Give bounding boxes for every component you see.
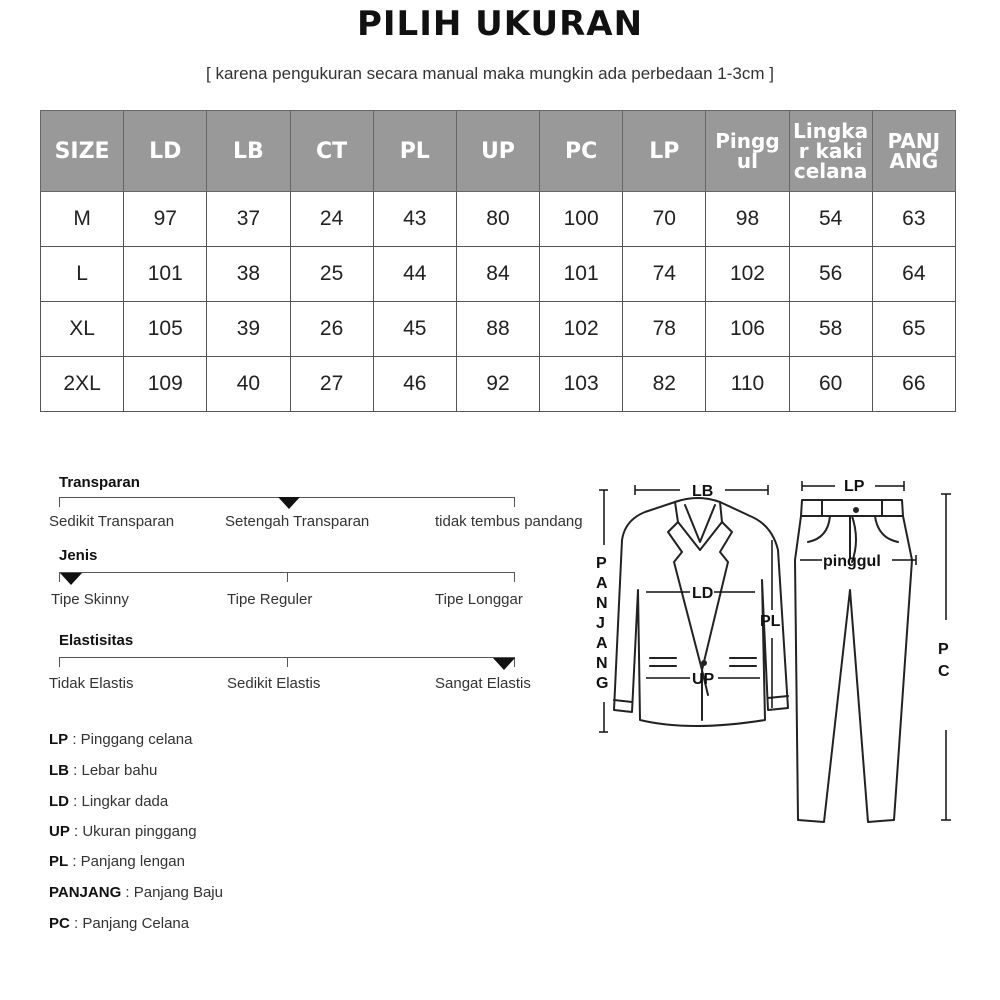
legend-desc: : Panjang lengan bbox=[68, 853, 185, 870]
table-row bbox=[41, 302, 956, 357]
label-ld: LD bbox=[692, 585, 714, 602]
scale-label: Tidak Elastis bbox=[49, 675, 134, 692]
scale-marker bbox=[278, 497, 300, 509]
measurement-cell: 66 bbox=[872, 357, 955, 412]
scale-tick bbox=[59, 657, 60, 667]
legend-item-pl bbox=[49, 853, 185, 870]
legend-key: LB bbox=[49, 762, 69, 779]
scale-title: Elastisitas bbox=[59, 632, 134, 649]
scale-label: Setengah Transparan bbox=[225, 513, 370, 530]
measurement-cell: 88 bbox=[456, 302, 539, 357]
scale-elastisitas bbox=[0, 630, 620, 710]
table-header-cell: SIZE bbox=[41, 111, 124, 192]
measurement-cell: 106 bbox=[706, 302, 789, 357]
measurement-cell: 82 bbox=[623, 357, 706, 412]
legend-key: PC bbox=[49, 915, 70, 932]
measurement-cell: 74 bbox=[623, 247, 706, 302]
label-panjang-letter: N bbox=[596, 595, 608, 612]
scale-tick bbox=[59, 497, 60, 507]
measurement-cell: 101 bbox=[124, 247, 207, 302]
measurement-cell: 58 bbox=[789, 302, 872, 357]
jacket-drawing bbox=[614, 498, 788, 726]
measurement-cell: 110 bbox=[706, 357, 789, 412]
scale-title: Transparan bbox=[59, 474, 140, 491]
label-panjang-letter: A bbox=[596, 635, 608, 652]
table-header-cell: UP bbox=[456, 111, 539, 192]
measurement-cell: 63 bbox=[872, 192, 955, 247]
measurement-cell: 44 bbox=[373, 247, 456, 302]
table-header-cell: PC bbox=[540, 111, 623, 192]
legend-desc: : Ukuran pinggang bbox=[69, 823, 197, 840]
legend-key: LP bbox=[49, 731, 69, 748]
measurement-cell: 102 bbox=[706, 247, 789, 302]
scale-tick bbox=[287, 657, 288, 667]
label-panjang-letter: P bbox=[596, 555, 607, 572]
legend-desc: : Lebar bahu bbox=[69, 762, 158, 779]
legend-key: LD bbox=[49, 793, 69, 810]
measurement-cell: 25 bbox=[290, 247, 373, 302]
label-lp: LP bbox=[844, 478, 865, 495]
measurement-cell: 46 bbox=[373, 357, 456, 412]
measurement-cell: 27 bbox=[290, 357, 373, 412]
table-header-cell: Pingg ul bbox=[706, 111, 789, 192]
garment-illustration bbox=[590, 470, 970, 950]
label-panjang-letter: J bbox=[596, 615, 605, 632]
table-header-cell: PL bbox=[373, 111, 456, 192]
size-cell: M bbox=[41, 192, 124, 247]
legend-item-lb bbox=[49, 762, 157, 779]
legend-key: PANJANG bbox=[49, 884, 122, 901]
scale-title: Jenis bbox=[59, 547, 98, 564]
measurement-cell: 102 bbox=[540, 302, 623, 357]
table-header-cell: LB bbox=[207, 111, 290, 192]
measurement-cell: 54 bbox=[789, 192, 872, 247]
measurement-cell: 92 bbox=[456, 357, 539, 412]
measurement-cell: 84 bbox=[456, 247, 539, 302]
measurement-cell: 105 bbox=[124, 302, 207, 357]
legend-desc: : Pinggang celana bbox=[68, 731, 193, 748]
table-header-cell: Lingka r kaki celana bbox=[789, 111, 872, 192]
label-pl: PL bbox=[760, 613, 781, 630]
size-cell: 2XL bbox=[41, 357, 124, 412]
measurement-cell: 103 bbox=[540, 357, 623, 412]
measurement-cell: 70 bbox=[623, 192, 706, 247]
label-panjang-letter: N bbox=[596, 655, 608, 672]
measurement-cell: 37 bbox=[207, 192, 290, 247]
measurement-cell: 26 bbox=[290, 302, 373, 357]
legend-item-ld bbox=[49, 793, 168, 810]
scale-label: Tipe Reguler bbox=[227, 591, 313, 608]
scale-marker bbox=[493, 658, 515, 670]
page-title: PILIH UKURAN bbox=[356, 4, 644, 44]
legend-desc: : Panjang Celana bbox=[69, 915, 190, 932]
label-panjang-letter: G bbox=[596, 675, 609, 692]
table-header-cell: PANJ ANG bbox=[872, 111, 955, 192]
measurement-cell: 24 bbox=[290, 192, 373, 247]
scale-marker bbox=[60, 573, 82, 585]
scale-label: Sedikit Transparan bbox=[49, 513, 175, 530]
table-row bbox=[41, 247, 956, 302]
measurement-cell: 56 bbox=[789, 247, 872, 302]
size-cell: L bbox=[41, 247, 124, 302]
measurement-cell: 43 bbox=[373, 192, 456, 247]
measurement-cell: 78 bbox=[623, 302, 706, 357]
legend-item-panjang bbox=[49, 884, 223, 901]
measurement-cell: 98 bbox=[706, 192, 789, 247]
measurement-note: [ karena pengukuran secara manual maka mungkin ada perbedaan 1-3cm ] bbox=[206, 64, 774, 83]
scale-jenis bbox=[0, 546, 620, 626]
scale-tick bbox=[287, 572, 288, 582]
label-lb: LB bbox=[692, 483, 714, 500]
measurement-cell: 100 bbox=[540, 192, 623, 247]
measurement-cell: 40 bbox=[207, 357, 290, 412]
legend-key: UP bbox=[49, 823, 70, 840]
legend-item-up bbox=[49, 823, 197, 840]
scale-label: tidak tembus pandang bbox=[435, 513, 583, 530]
measurement-cell: 45 bbox=[373, 302, 456, 357]
measurement-cell: 101 bbox=[540, 247, 623, 302]
legend-key: PL bbox=[49, 853, 69, 870]
measurement-cell: 64 bbox=[872, 247, 955, 302]
table-header-cell: LD bbox=[124, 111, 207, 192]
legend-item-lp bbox=[49, 731, 192, 748]
scale-tick bbox=[514, 497, 515, 507]
table-header-row bbox=[41, 111, 956, 192]
measurement-cell: 39 bbox=[207, 302, 290, 357]
size-cell: XL bbox=[41, 302, 124, 357]
table-row bbox=[41, 357, 956, 412]
measurement-cell: 60 bbox=[789, 357, 872, 412]
table-row bbox=[41, 192, 956, 247]
measurement-cell: 38 bbox=[207, 247, 290, 302]
measurement-cell: 80 bbox=[456, 192, 539, 247]
measurement-cell: 97 bbox=[124, 192, 207, 247]
scale-label: Tipe Skinny bbox=[51, 591, 129, 608]
label-up: UP bbox=[692, 671, 715, 688]
measurement-cell: 109 bbox=[124, 357, 207, 412]
scale-transparan bbox=[0, 470, 620, 550]
table-header-cell: LP bbox=[623, 111, 706, 192]
scale-label: Sangat Elastis bbox=[435, 675, 531, 692]
label-pc-letter: P bbox=[938, 641, 949, 658]
label-pinggul: pinggul bbox=[823, 553, 881, 570]
label-panjang-letter: A bbox=[596, 575, 608, 592]
table-header-cell: CT bbox=[290, 111, 373, 192]
size-table bbox=[40, 110, 956, 412]
legend-item-pc bbox=[49, 915, 189, 932]
scale-tick bbox=[514, 572, 515, 582]
legend-desc: : Lingkar dada bbox=[69, 793, 169, 810]
scale-label: Sedikit Elastis bbox=[227, 675, 321, 692]
measurement-cell: 65 bbox=[872, 302, 955, 357]
pants-drawing bbox=[795, 500, 912, 822]
label-pc-letter: C bbox=[938, 663, 950, 680]
scale-label: Tipe Longgar bbox=[435, 591, 523, 608]
legend-desc: : Panjang Baju bbox=[121, 884, 223, 901]
